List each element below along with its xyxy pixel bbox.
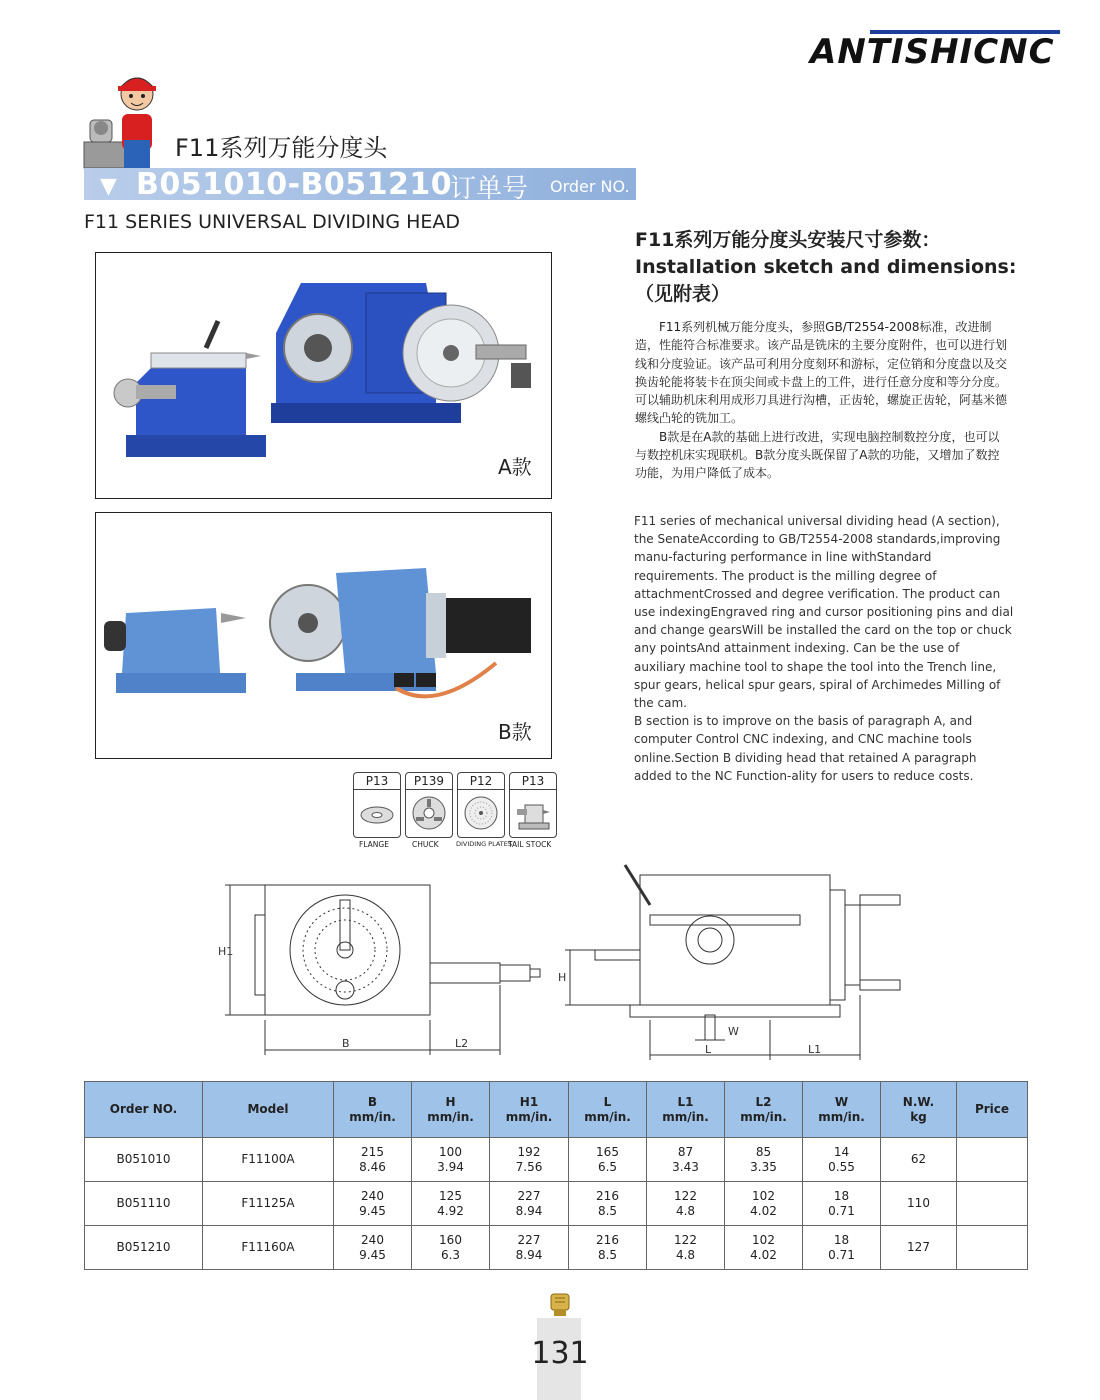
cell-w: 18 0.71 [803,1182,881,1226]
dividing-head-a-image [96,253,551,498]
photo-model-b [95,512,552,759]
accessory-label: DIVIDING PLATES [456,840,513,848]
flange-icon [357,793,397,833]
table-row [85,1182,1028,1226]
cell-w: 14 0.55 [803,1138,881,1182]
accessory-label: CHUCK [412,840,439,849]
column-header: H1 mm/in. [490,1082,569,1138]
chuck-icon [545,1290,575,1324]
dim-label: L2 [455,1037,469,1050]
cell-l: 165 6.5 [569,1138,647,1182]
installation-title [635,227,1055,308]
installation-title-en: Installation sketch and dimensions: [635,256,1017,278]
order-label-en: Order NO. [550,177,630,196]
page-number: 131 [531,1336,589,1371]
dim-label: H [558,971,567,984]
dim-label: W [728,1025,739,1038]
column-header: L mm/in. [569,1082,647,1138]
cell-w: 18 0.71 [803,1226,881,1270]
cell-l2: 102 4.02 [725,1226,803,1270]
cell-b: 240 9.45 [334,1226,412,1270]
tail-stock-icon [513,793,553,833]
cell-price [957,1182,1028,1226]
cell-order: B051110 [85,1182,203,1226]
mascot-illustration [82,70,162,170]
description-cn-paragraph: F11系列机械万能分度头，参照GB/T2554-2008标准，改进制造，性能符合标准要求。该产品是铣床的主要分度附件，也可以进行划线和分度验证。该产品可利用分度刻环和游标，定位销和分度盘以及交换齿轮能将装卡在顶尖间或卡盘上的工件，进行任意分度和等分分度。可以辅助机床利用成形刀具进行沟槽，正齿轮，螺旋正齿轮，阿基米德螺线凸轮的铣加工。 [635,320,1008,426]
cell-model: F11100A [203,1138,334,1182]
accessory-page-ref: P13 [354,773,400,790]
cell-h1: 192 7.56 [490,1138,569,1182]
cell-l1: 87 3.43 [647,1138,725,1182]
installation-title-cn: F11系列万能分度头安装尺寸参数： [635,229,941,251]
cell-b: 215 8.46 [334,1138,412,1182]
cell-model: F11160A [203,1226,334,1270]
cell-order: B051010 [85,1138,203,1182]
series-title-en: F11 SERIES UNIVERSAL DIVIDING HEAD [84,211,461,233]
order-range: B051010-B051210 [136,167,453,202]
cell-l2: 85 3.35 [725,1138,803,1182]
cell-h: 160 6.3 [412,1226,490,1270]
installation-title-note: （见附表） [635,283,731,305]
dividing-head-b-image [96,513,551,758]
cell-l: 216 8.5 [569,1226,647,1270]
column-header: W mm/in. [803,1082,881,1138]
cell-h1: 227 8.94 [490,1226,569,1270]
brand-name: ANTISHICNC [810,32,1055,72]
column-header: Order NO. [85,1082,203,1138]
description-cn-paragraph: B款是在A款的基础上进行改进，实现电脑控制数控分度，也可以与数控机床实现联机。B款分度头既保留了A款的功能，又增加了数控功能，为用户降低了成本。 [635,429,1000,481]
table-header-row [85,1082,1028,1138]
accessory-page-ref: P12 [458,773,504,790]
accessory-tail-stock[interactable] [509,772,557,838]
order-number-band [84,167,636,204]
column-header: Model [203,1082,334,1138]
cell-l1: 122 4.8 [647,1226,725,1270]
description-en [634,512,1014,785]
cell-nw: 62 [881,1138,957,1182]
cell-l2: 102 4.02 [725,1182,803,1226]
description-en-paragraph: F11 series of mechanical universal dividing head (A section), the SenateAccording to GB/T2554-2008 standards,improving manu-facturing performance in line withStandard requirements. The product is the milling degree of attachmentCrossed and degree verification. The product can use indexingEngraved ring and cursor positioning pins and dial and change gearsWill be installed the card on the top or chuck any pointsAnd attainment indexing. Can be the use of auxiliary machine tool to shape the tool into the Trench line, spur gears, helical spur gears, spiral of Archimedes Milling of the cam. [634,514,1014,711]
series-title-cn: F11系列万能分度头 [175,134,388,162]
table-row [85,1138,1028,1182]
dim-label: B [342,1037,350,1050]
chuck-icon [409,793,449,833]
accessory-flange[interactable] [353,772,401,838]
accessory-dividing-plates[interactable] [457,772,505,838]
accessory-label: FLANGE [359,840,389,849]
cell-l: 216 8.5 [569,1182,647,1226]
description-cn [635,318,1010,483]
cell-price [957,1226,1028,1270]
triangle-down-icon: ▼ [100,174,117,199]
dim-label: L1 [808,1043,822,1056]
cell-h: 100 3.94 [412,1138,490,1182]
accessory-page-ref: P13 [510,773,556,790]
spec-table [84,1081,1028,1270]
cell-b: 240 9.45 [334,1182,412,1226]
table-row [85,1226,1028,1270]
photo-a-label: A款 [498,455,532,479]
column-header: N.W. kg [881,1082,957,1138]
photo-model-a [95,252,552,499]
dim-label: H1 [218,945,234,958]
photo-b-label: B款 [498,720,532,744]
dividing-plate-icon [461,793,501,833]
brand-logo [810,30,1060,70]
front-view-drawing [225,885,540,1055]
dim-label: L [705,1043,712,1056]
column-header: B mm/in. [334,1082,412,1138]
order-label-cn: 订单号 [450,174,529,204]
cell-l1: 122 4.8 [647,1182,725,1226]
column-header: H mm/in. [412,1082,490,1138]
accessory-label: TAIL STOCK [508,840,552,849]
cell-price [957,1138,1028,1182]
cell-order: B051210 [85,1226,203,1270]
column-header: Price [957,1082,1028,1138]
column-header: L2 mm/in. [725,1082,803,1138]
cell-h: 125 4.92 [412,1182,490,1226]
cell-model: F11125A [203,1182,334,1226]
column-header: L1 mm/in. [647,1082,725,1138]
installation-sketch [210,855,910,1065]
cell-h1: 227 8.94 [490,1182,569,1226]
accessory-page-ref: P139 [406,773,452,790]
cell-nw: 127 [881,1226,957,1270]
description-en-paragraph: B section is to improve on the basis of paragraph A, and computer Control CNC indexing, and CNC machine tools online.Section B dividing head that retained A paragraph added to the NC Function-ality for users to reduce costs. [634,714,977,783]
cell-nw: 110 [881,1182,957,1226]
accessory-chuck[interactable] [405,772,453,838]
